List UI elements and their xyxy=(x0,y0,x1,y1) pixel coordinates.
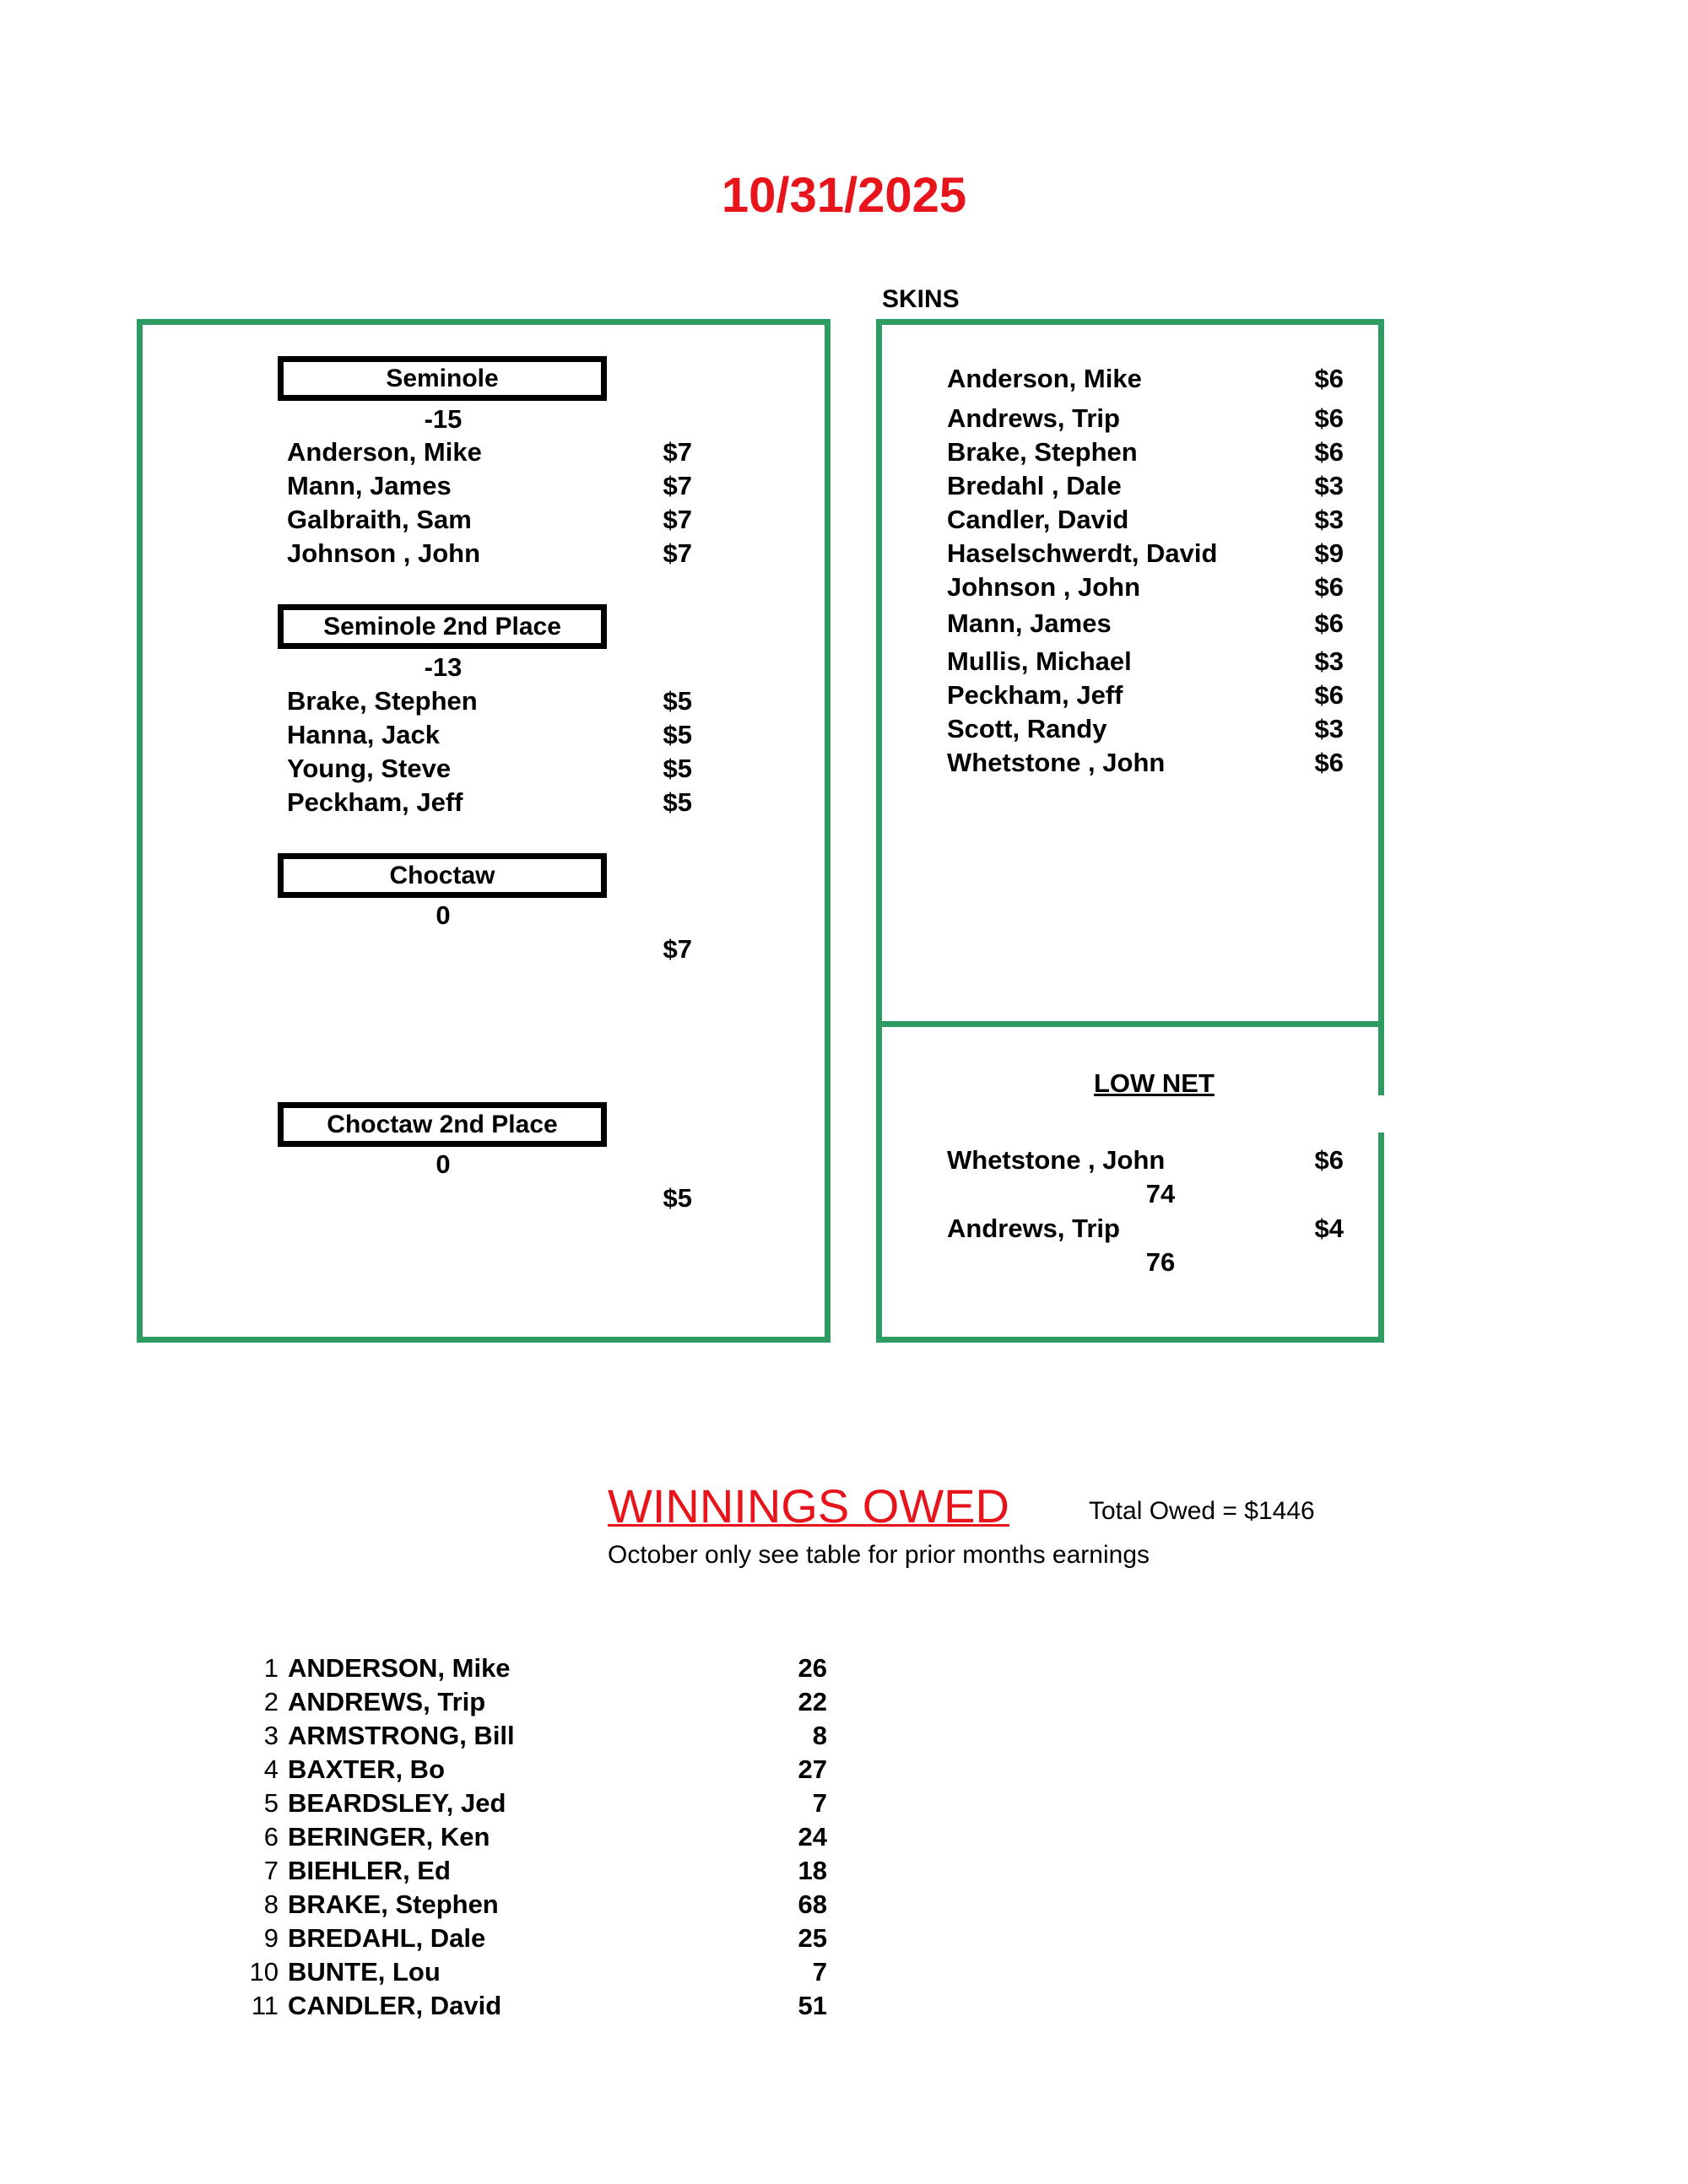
winnings-name: BAXTER, Bo xyxy=(288,1754,445,1784)
skins-name: Anderson, Mike xyxy=(947,364,1142,393)
winnings-amount: 26 xyxy=(798,1653,827,1683)
winnings-name: CANDLER, David xyxy=(288,1991,502,2020)
skins-name: Mann, James xyxy=(947,608,1112,638)
group-header-seminole-2nd: Seminole 2nd Place xyxy=(278,604,607,649)
group-header-choctaw-2nd: Choctaw 2nd Place xyxy=(278,1102,607,1147)
skins-amount: $6 xyxy=(1314,680,1344,710)
skins-name: Haselschwerdt, David xyxy=(947,538,1218,568)
winnings-name: BRAKE, Stephen xyxy=(288,1889,499,1919)
group-entry-amount: $5 xyxy=(663,720,692,749)
skins-name: Peckham, Jeff xyxy=(947,680,1123,710)
group-score: 0 xyxy=(436,1149,451,1179)
skins-amount: $6 xyxy=(1314,608,1344,638)
winnings-name: BERINGER, Ken xyxy=(288,1822,490,1852)
group-entry-name: Mann, James xyxy=(287,471,452,500)
winnings-rank: 5 xyxy=(263,1788,279,1818)
group-entry-name: Anderson, Mike xyxy=(287,437,482,467)
skins-amount: $3 xyxy=(1314,505,1344,534)
skins-name: Whetstone , John xyxy=(947,748,1166,777)
winnings-rank: 7 xyxy=(263,1856,279,1885)
skins-amount: $3 xyxy=(1314,471,1344,500)
winnings-rank: 1 xyxy=(263,1653,279,1683)
winnings-name: ANDREWS, Trip xyxy=(288,1687,486,1716)
group-entry-amount: $5 xyxy=(663,686,692,716)
winnings-amount: 7 xyxy=(812,1957,827,1987)
skins-amount: $9 xyxy=(1314,538,1344,568)
group-amount: $5 xyxy=(663,1183,692,1213)
low-net-score: 76 xyxy=(1145,1247,1176,1277)
group-entry-amount: $7 xyxy=(663,538,692,568)
winnings-name: BREDAHL, Dale xyxy=(288,1923,486,1953)
skins-name: Bredahl , Dale xyxy=(947,471,1122,500)
low-net-amount: $4 xyxy=(1314,1214,1344,1243)
low-net-score: 74 xyxy=(1145,1179,1176,1208)
group-entry-name: Young, Steve xyxy=(287,754,452,783)
skins-amount: $6 xyxy=(1314,437,1344,467)
skins-amount: $6 xyxy=(1314,364,1344,393)
group-entry-amount: $5 xyxy=(663,787,692,817)
winnings-name: BEARDSLEY, Jed xyxy=(288,1788,506,1818)
winnings-amount: 24 xyxy=(798,1822,827,1852)
skins-amount: $6 xyxy=(1314,572,1344,602)
winnings-name: BIEHLER, Ed xyxy=(288,1856,451,1885)
flights-panel xyxy=(137,319,830,1343)
group-entry-amount: $7 xyxy=(663,505,692,534)
winnings-amount: 7 xyxy=(812,1788,827,1818)
winnings-rank: 3 xyxy=(263,1721,279,1750)
skins-lownet-divider xyxy=(876,1021,1384,1027)
skins-name: Mullis, Michael xyxy=(947,646,1132,676)
group-entry-name: Galbraith, Sam xyxy=(287,505,472,534)
winnings-rank: 2 xyxy=(263,1687,279,1716)
winnings-name: ANDERSON, Mike xyxy=(288,1653,511,1683)
group-score: 0 xyxy=(436,900,451,930)
winnings-amount: 8 xyxy=(812,1721,827,1750)
group-entry-amount: $5 xyxy=(663,754,692,783)
winnings-rank: 4 xyxy=(263,1754,279,1784)
group-entry-name: Brake, Stephen xyxy=(287,686,478,716)
total-owed: Total Owed = $1446 xyxy=(1089,1497,1315,1525)
skins-name: Scott, Randy xyxy=(947,714,1107,743)
skins-title: SKINS xyxy=(882,285,960,313)
winnings-amount: 25 xyxy=(798,1923,827,1953)
winnings-rank: 8 xyxy=(263,1889,279,1919)
group-header-choctaw: Choctaw xyxy=(278,853,607,898)
winnings-amount: 27 xyxy=(798,1754,827,1784)
skins-amount: $3 xyxy=(1314,714,1344,743)
skins-amount: $3 xyxy=(1314,646,1344,676)
skins-name: Brake, Stephen xyxy=(947,437,1138,467)
group-entry-amount: $7 xyxy=(663,471,692,500)
skins-name: Andrews, Trip xyxy=(947,403,1120,433)
winnings-amount: 22 xyxy=(798,1687,827,1716)
low-net-title: LOW NET xyxy=(1094,1068,1215,1098)
group-entry-name: Johnson , John xyxy=(287,538,481,568)
skins-amount: $6 xyxy=(1314,403,1344,433)
group-entry-name: Hanna, Jack xyxy=(287,720,440,749)
winnings-amount: 18 xyxy=(798,1856,827,1885)
winnings-name: BUNTE, Lou xyxy=(288,1957,441,1987)
group-entry-name: Peckham, Jeff xyxy=(287,787,463,817)
low-net-name: Whetstone , John xyxy=(947,1145,1166,1175)
group-entry-amount: $7 xyxy=(663,437,692,467)
skins-name: Johnson , John xyxy=(947,572,1141,602)
group-amount: $7 xyxy=(663,934,692,964)
winnings-note: October only see table for prior months earnings xyxy=(608,1541,1150,1569)
winnings-rank: 6 xyxy=(263,1822,279,1852)
winnings-amount: 51 xyxy=(798,1991,827,2020)
low-net-amount: $6 xyxy=(1314,1145,1344,1175)
group-score: -15 xyxy=(424,404,463,434)
winnings-rank: 10 xyxy=(249,1957,279,1987)
border-gap xyxy=(1376,1095,1388,1133)
winnings-rank: 11 xyxy=(251,1991,279,2020)
low-net-name: Andrews, Trip xyxy=(947,1214,1120,1243)
group-score: -13 xyxy=(424,652,463,682)
winnings-amount: 68 xyxy=(798,1889,827,1919)
winnings-name: ARMSTRONG, Bill xyxy=(288,1721,515,1750)
skins-amount: $6 xyxy=(1314,748,1344,777)
winnings-rank: 9 xyxy=(263,1923,279,1953)
report-date: 10/31/2025 xyxy=(721,168,967,223)
skins-name: Candler, David xyxy=(947,505,1129,534)
winnings-title: WINNINGS OWED xyxy=(608,1479,1009,1533)
group-header-seminole: Seminole xyxy=(278,356,607,401)
